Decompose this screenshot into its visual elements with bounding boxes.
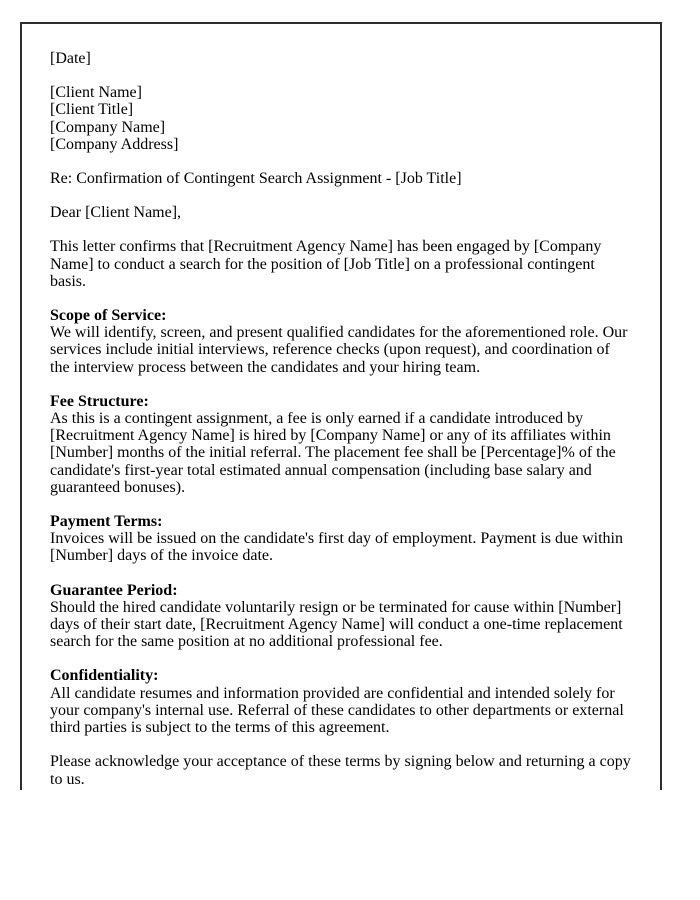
recipient-company-name: [Company Name] xyxy=(50,118,166,136)
intro-paragraph: This letter confirms that [Recruitment Agency Name] has been engaged by [Company Name] to conduct a search for the position of [Job Title] on a professional contingent basis. xyxy=(50,238,602,290)
date-line xyxy=(50,50,632,67)
recipient-client-title: [Client Title] xyxy=(50,101,134,119)
section-confidentiality xyxy=(50,667,632,736)
section-heading-scope-of-service: Scope of Service: xyxy=(50,307,167,325)
letter-page xyxy=(20,22,662,790)
section-heading-fee-structure: Fee Structure: xyxy=(50,392,149,410)
letter-body xyxy=(50,50,632,788)
section-payment-terms xyxy=(50,513,632,565)
date-placeholder: [Date] xyxy=(50,50,91,67)
section-body-confidentiality: All candidate resumes and information provided are confidential and intended solely for your company's internal use. Referral of these candidates to other departments or external third parties is subject to the terms of this agreement. xyxy=(50,684,624,737)
section-body-payment-terms: Invoices will be issued on the candidate's first day of employment. Payment is due within [Number] days of the invoice date. xyxy=(50,530,623,565)
recipient-client-name: [Client Name] xyxy=(50,84,142,102)
recipient-company-address: [Company Address] xyxy=(50,135,179,153)
section-heading-confidentiality: Confidentiality: xyxy=(50,667,159,685)
salutation-block xyxy=(50,204,632,221)
section-fee-structure xyxy=(50,393,632,496)
subject-line: Re: Confirmation of Contingent Search Assignment - [Job Title] xyxy=(50,170,462,188)
closing-paragraph: Please acknowledge your acceptance of these terms by signing below and returning a copy to us. xyxy=(50,753,631,788)
section-body-scope-of-service: We will identify, screen, and present qualified candidates for the aforementioned role. Our services include initial interviews, reference checks (upon request), and coordination of the interview process between the candidates and your hiring team. xyxy=(50,324,628,376)
section-body-fee-structure: As this is a contingent assignment, a fee is only earned if a candidate introduced by [Recruitment Agency Name] is hired by [Company Name] or any of its affiliates within [Number] months of the initial referral. The placement fee shall be [Percentage]% of the candidate's first-year total estimated annual compensation (including base salary and guaranteed bonuses). xyxy=(50,410,616,496)
salutation: Dear [Client Name], xyxy=(50,204,182,222)
subject-line-block xyxy=(50,170,632,187)
section-scope-of-service xyxy=(50,307,632,376)
recipient-address-block xyxy=(50,84,632,153)
intro-paragraph-block xyxy=(50,238,632,290)
closing-paragraph-block xyxy=(50,753,632,787)
section-guarantee-period xyxy=(50,582,632,651)
section-heading-payment-terms: Payment Terms: xyxy=(50,513,163,531)
section-heading-guarantee-period: Guarantee Period: xyxy=(50,581,178,599)
section-body-guarantee-period: Should the hired candidate voluntarily resign or be terminated for cause within [Number] days of their start date, [Recruitment Agency Name] will conduct a one-time replacement search for the same position at no additional professional fee. xyxy=(50,598,623,651)
